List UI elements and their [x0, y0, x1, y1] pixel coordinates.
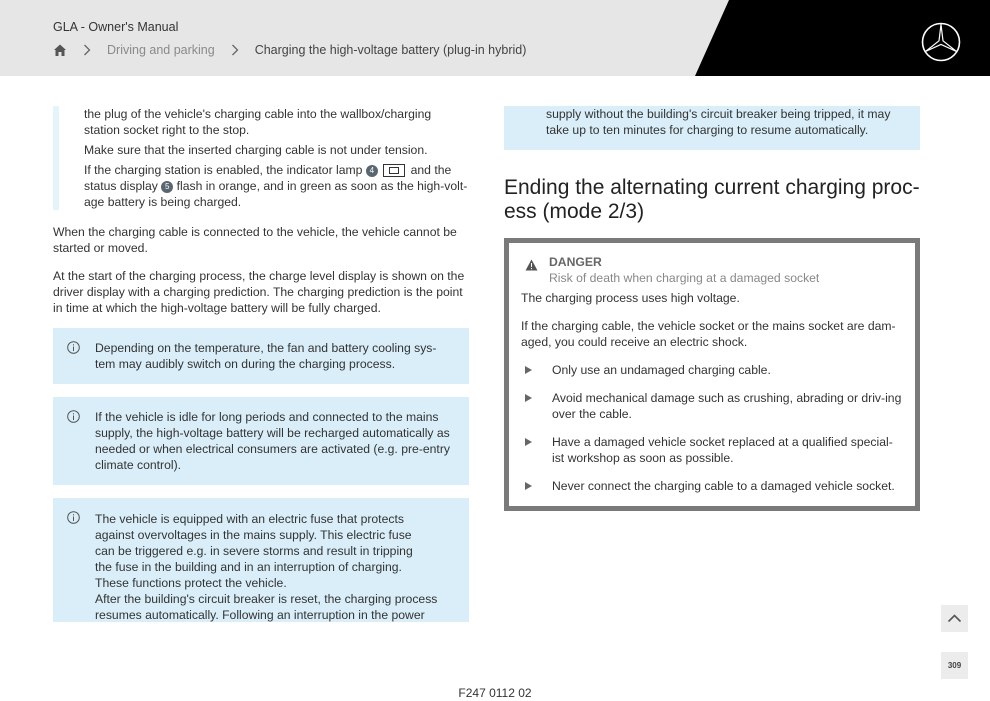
scroll-to-top-button[interactable] [941, 605, 968, 632]
danger-header [521, 254, 903, 286]
list-item-text: Avoid mechanical damage such as crushing, abrading or driv-ing over the cable. [552, 391, 902, 421]
breadcrumb [53, 42, 526, 58]
list-item [521, 390, 903, 422]
header-bar [0, 0, 990, 76]
info-text: If the vehicle is idle for long periods and connected to the mains supply, the high-voltage battery will be recharged automatically as needed or when electrical consumers are activated (e.g. pre-entry climate control). [95, 410, 450, 472]
danger-box [504, 238, 920, 511]
paragraph: When the charging cable is connected to the vehicle, the vehicle cannot be started or moved. [53, 225, 457, 255]
list-item-text: Have a damaged vehicle socket replaced at a qualified special-ist workshop as soon as possible. [552, 435, 893, 465]
danger-subtitle: Risk of death when charging at a damaged socket [549, 271, 820, 285]
list-item [521, 362, 903, 378]
arrow-right-icon [525, 482, 532, 490]
home-icon[interactable] [53, 43, 67, 57]
step-text: the plug of the vehicle's charging cable into the wallbox/charging station socket right to the stop. [84, 107, 432, 137]
info-note [53, 498, 469, 622]
info-icon [67, 511, 80, 524]
right-column [504, 106, 920, 511]
danger-title: DANGER [549, 255, 602, 269]
info-note [53, 397, 469, 485]
warning-triangle-icon [525, 259, 538, 271]
step-text: Make sure that the inserted charging cable is not under tension. [84, 143, 428, 157]
info-note-continued [504, 106, 920, 150]
arrow-right-icon [525, 366, 532, 374]
danger-text: The charging process uses high voltage. [521, 291, 740, 305]
callout-number: 4 [366, 165, 378, 177]
danger-list [521, 362, 903, 494]
mercedes-star-logo[interactable] [921, 22, 961, 62]
step-text-part: flash in orange, and in green as soon as the high-volt-age battery is being charged. [84, 179, 468, 209]
info-text: Depending on the temperature, the fan and battery cooling sys-tem may audibly switch on during the charging process. [95, 341, 437, 371]
charging-lamp-icon [383, 164, 405, 177]
callout-number: 5 [161, 181, 173, 193]
paragraph: At the start of the charging process, the charge level display is shown on the driver display with a charging prediction. The charging prediction is the point in time at which the high-voltage battery will be fully charged. [53, 269, 465, 315]
chevron-right-icon [83, 44, 91, 56]
left-column [53, 106, 469, 635]
info-icon [67, 410, 80, 423]
step-text-part: and the status display [84, 163, 452, 193]
section-heading: Ending the alternating current charging proc-ess (mode 2/3) [504, 176, 920, 223]
step-text-part: If the charging station is enabled, the indicator lamp [84, 163, 363, 177]
list-item [521, 478, 903, 494]
step-text [84, 162, 469, 210]
info-text: supply without the building's circuit breaker being tripped, it may take up to ten minutes for charging to resume automatically. [546, 107, 891, 137]
chevron-up-icon [941, 605, 968, 632]
arrow-right-icon [525, 394, 532, 402]
list-item-text: Only use an undamaged charging cable. [552, 363, 771, 377]
breadcrumb-item-driving[interactable]: Driving and parking [107, 43, 215, 57]
info-note [53, 328, 469, 384]
manual-title: GLA - Owner's Manual [53, 20, 179, 34]
list-item [521, 434, 903, 466]
page-number-button[interactable]: 309 [941, 652, 968, 679]
figure-code: F247 0112 02 [458, 686, 532, 700]
list-item-text: Never connect the charging cable to a damaged vehicle socket. [552, 479, 895, 493]
breadcrumb-item-current: Charging the high-voltage battery (plug-in hybrid) [254, 43, 527, 57]
info-icon [67, 341, 80, 354]
instruction-steps [53, 106, 469, 210]
danger-text: If the charging cable, the vehicle socket or the mains socket are dam-aged, you could receive an electric shock. [521, 319, 896, 349]
info-text: After the building's circuit breaker is reset, the charging process resumes automatically. Following an interruption in the power [95, 592, 438, 622]
chevron-right-icon [231, 44, 239, 56]
arrow-right-icon [525, 438, 532, 446]
info-text: The vehicle is equipped with an electric fuse that protects against overvoltages in the mains supply. This electric fuse can be triggered e.g. in severe storms and result in tripping the fuse in the building and in an interruption of charging. These functions protect the vehicle. [95, 512, 413, 590]
